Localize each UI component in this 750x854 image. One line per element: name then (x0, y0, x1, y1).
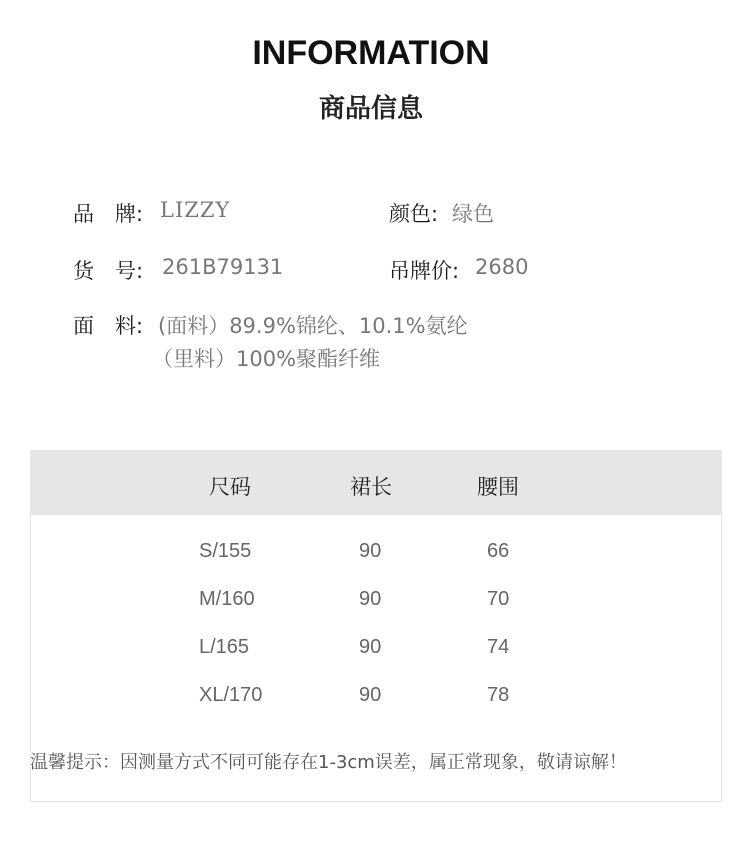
header-skirt-length: 裙长 (350, 475, 392, 499)
page-title-cn: 商品信息 (318, 94, 423, 124)
row-1-size: S/155 (199, 540, 252, 562)
brand-label: 品 牌: (73, 202, 144, 226)
fabric-lining: （里料）100%聚酯纤维 (152, 347, 381, 371)
tag-price-value: 2680 (475, 255, 529, 279)
row-3-length: 90 (359, 636, 382, 658)
row-1-length: 90 (359, 540, 382, 562)
header-size: 尺码 (209, 475, 251, 499)
measurement-note: 温馨提示：因测量方式不同可能存在1-3cm误差，属正常现象，敬请谅解！ (30, 752, 627, 773)
page-title-en: INFORMATION (252, 34, 490, 72)
row-3-size: L/165 (199, 636, 250, 658)
color-label: 颜色: (389, 202, 439, 226)
brand-value: LIZZY (160, 198, 231, 222)
row-4-length: 90 (359, 684, 382, 706)
row-3-waist: 74 (487, 636, 510, 658)
row-4-waist: 78 (487, 684, 510, 706)
row-4-size: XL/170 (199, 684, 263, 706)
header-waist: 腰围 (477, 475, 519, 499)
row-2-length: 90 (359, 588, 382, 610)
fabric-outer: (面料）89.9%锦纶、10.1%氨纶 (158, 314, 468, 338)
color-value: 绿色 (452, 202, 494, 226)
row-2-waist: 70 (487, 588, 510, 610)
item-number-label: 货 号: (73, 259, 144, 283)
size-table-header (31, 451, 721, 515)
row-2-size: M/160 (199, 588, 255, 610)
tag-price-label: 吊牌价: (389, 259, 460, 283)
item-number-value: 261B79131 (162, 255, 284, 279)
fabric-label: 面 料: (73, 314, 144, 338)
row-1-waist: 66 (487, 540, 510, 562)
